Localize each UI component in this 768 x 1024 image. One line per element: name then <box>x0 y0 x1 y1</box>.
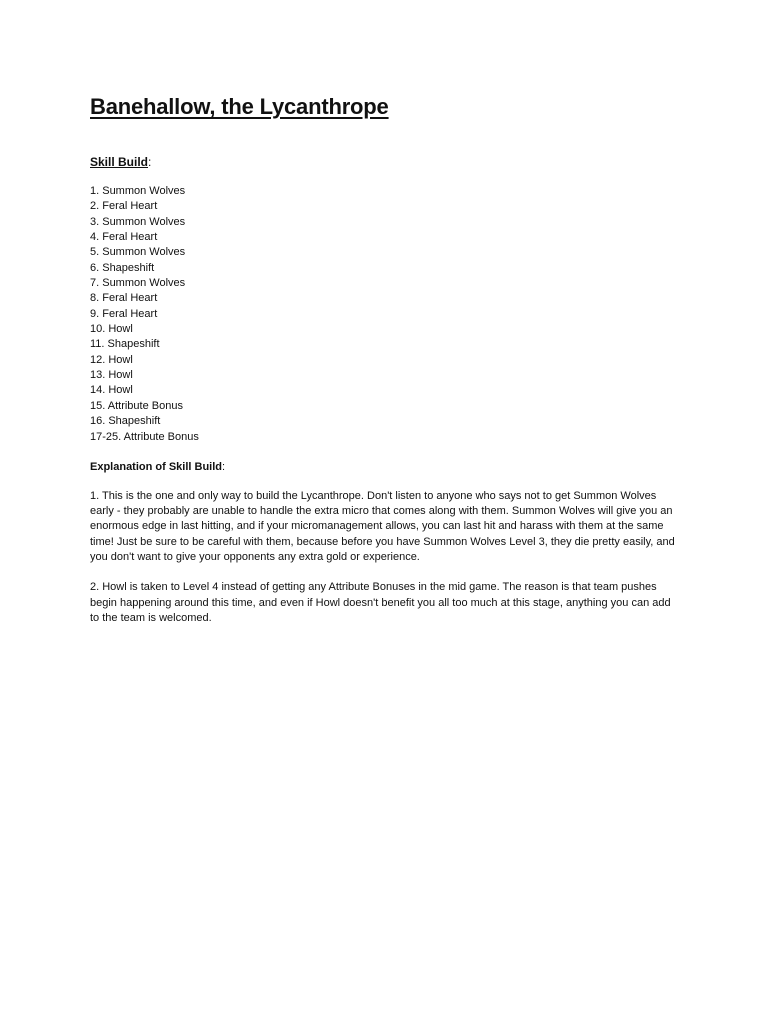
explanation-heading <box>90 460 690 475</box>
skill-build-item: 9. Feral Heart <box>90 307 158 320</box>
skill-build-heading-label: Skill Build <box>90 155 149 169</box>
skill-build-item: 2. Feral Heart <box>90 200 158 213</box>
skill-build-heading-colon: : <box>148 155 152 169</box>
skill-build-item: 5. Summon Wolves <box>90 246 186 259</box>
skill-build-item: 17-25. Attribute Bonus <box>90 430 199 443</box>
explanation-heading-colon: : <box>222 460 226 473</box>
skill-build-item: 11. Shapeshift <box>90 338 160 351</box>
skill-build-item: 15. Attribute Bonus <box>90 399 183 412</box>
skill-build-item: 4. Feral Heart <box>90 231 158 244</box>
skill-build-item: 3. Summon Wolves <box>90 215 186 228</box>
skill-build-item: 1. Summon Wolves <box>90 185 186 197</box>
skill-build-item: 14. Howl <box>90 384 133 397</box>
page-title: Banehallow, the Lycanthrope <box>90 94 389 119</box>
explanation-paragraph: 2. Howl is taken to Level 4 instead of getting any Attribute Bonuses in the mid game. The reason is that team pushes begin happening around this time, and even if Howl doesn't benefit you all too much at this stage, anything you can add to the team is welcomed. <box>90 581 671 624</box>
skill-build-item: 16. Shapeshift <box>90 415 161 428</box>
explanation-heading-label: Explanation of Skill Build <box>90 460 223 473</box>
document-content <box>90 92 690 626</box>
explanation-paragraph: 1. This is the one and only way to build the Lycanthrope. Don't listen to anyone who says not to get Summon Wolves early - they probably are unable to handle the extra micro that comes along with them. Summon Wolves will give you an enormous edge in last hitting, and if your micromanagement allows, you can last hit and harass with them at the same time! Just be sure to be careful with them, because before you have Summon Wolves Level 3, they die pretty easily, and you don't want to give your opponents any extra gold or experience. <box>90 489 675 564</box>
skill-build-heading <box>90 154 690 170</box>
skill-build-item: 12. Howl <box>90 353 133 366</box>
skill-build-item: 13. Howl <box>90 369 133 382</box>
skill-build-item: 6. Shapeshift <box>90 261 155 274</box>
skill-build-list <box>90 184 690 445</box>
skill-build-item: 10. Howl <box>90 323 133 336</box>
skill-build-item: 7. Summon Wolves <box>90 277 186 290</box>
skill-build-item: 8. Feral Heart <box>90 292 158 305</box>
